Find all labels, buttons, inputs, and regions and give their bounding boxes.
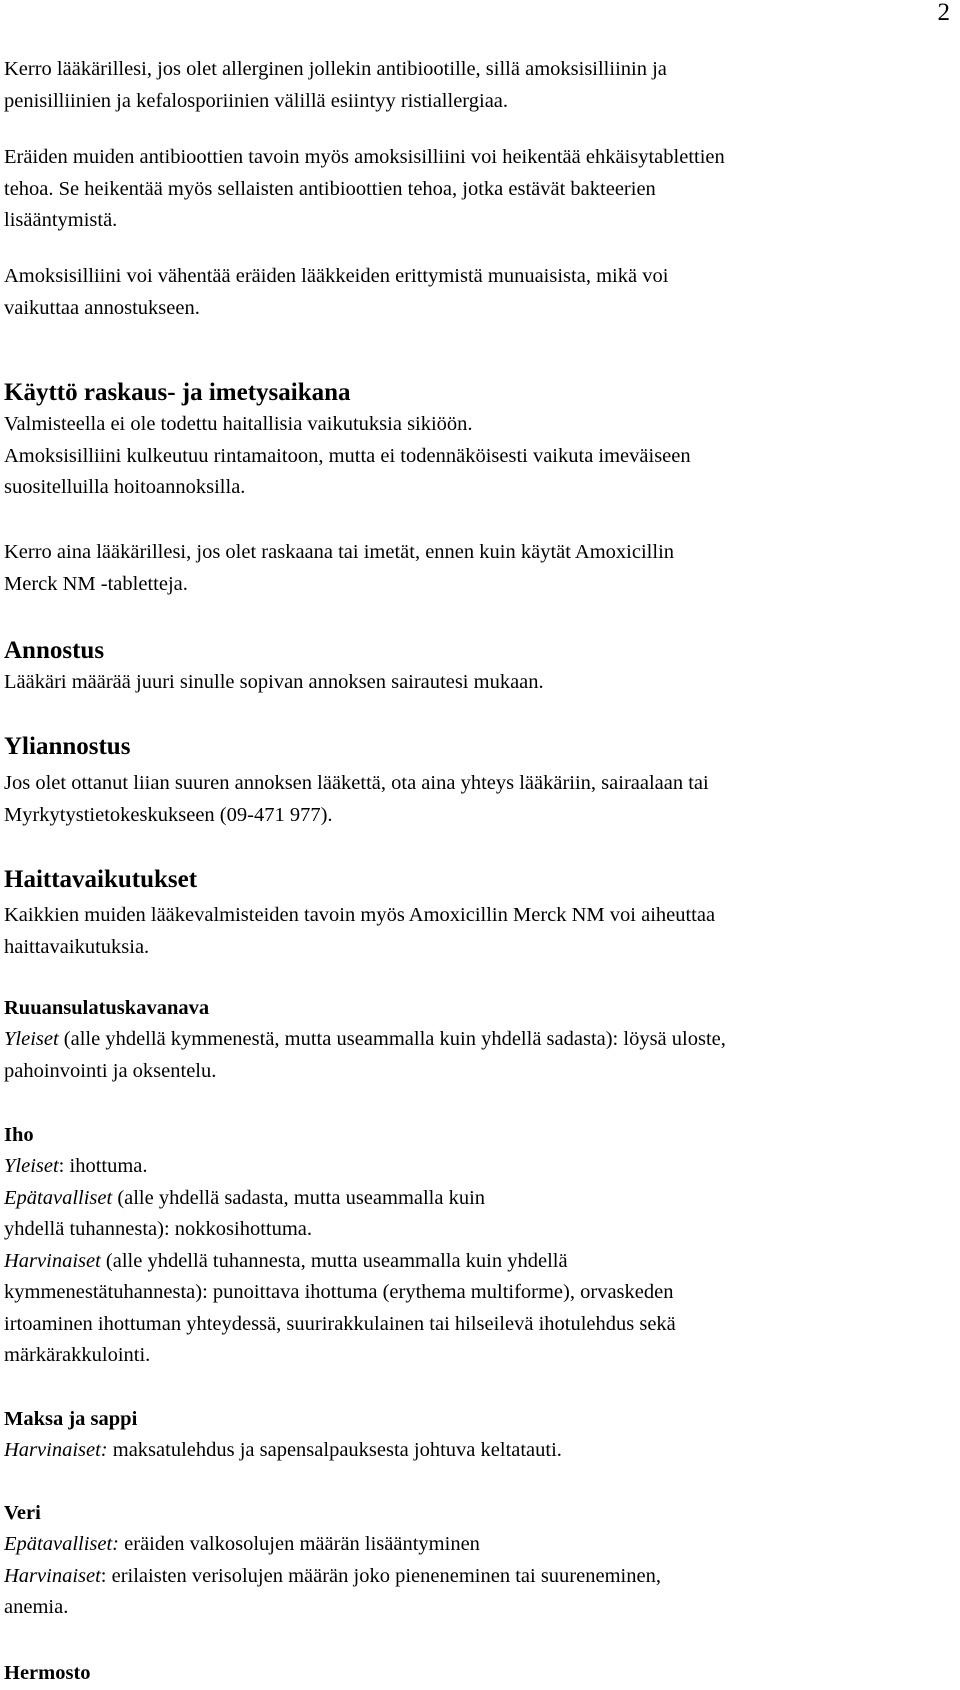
text-line: vaikuttaa annostukseen.	[4, 296, 200, 319]
overdose-heading: Yliannostus	[4, 733, 131, 760]
text-line: penisilliinien ja kefalosporiinien välillä esiintyy ristiallergiaa.	[4, 89, 509, 112]
frequency-label: Yleiset	[4, 1155, 59, 1177]
text-line: lisääntymistä.	[4, 209, 118, 231]
nervous-heading: Hermosto	[4, 1662, 91, 1684]
blood-heading: Veri	[4, 1502, 41, 1524]
text-fragment: eräiden valkosolujen määrän lisääntyminen	[119, 1533, 480, 1555]
skin-paragraph	[4, 1151, 954, 1372]
text-line: Kerro aina lääkärillesi, jos olet raskaana tai imetät, ennen kuin käytät Amoxicillin	[4, 541, 675, 563]
text-line: Merck NM -tabletteja.	[4, 572, 188, 595]
pregnancy-heading: Käyttö raskaus- ja imetysaikana	[4, 379, 351, 406]
text-line: pahoinvointi ja oksentelu.	[4, 1059, 217, 1082]
pregnancy-advice-paragraph	[4, 537, 954, 600]
digestive-paragraph	[4, 1024, 954, 1087]
dosage-heading: Annostus	[4, 637, 105, 664]
text-line: Valmisteella ei ole todettu haitallisia vaikutuksia sikiöön.	[4, 413, 473, 435]
text-line: märkärakkulointi.	[4, 1344, 151, 1366]
liver-heading: Maksa ja sappi	[4, 1408, 138, 1430]
overdose-paragraph	[4, 768, 954, 831]
text-line	[4, 1246, 954, 1278]
pregnancy-paragraph	[4, 409, 954, 504]
blood-paragraph	[4, 1529, 954, 1624]
text-line: Eräiden muiden antibioottien tavoin myös amoksisilliini voi heikentää ehkäisytablettien	[4, 146, 725, 168]
dosage-text: Lääkäri määrää juuri sinulle sopivan annoksen sairautesi mukaan.	[4, 671, 544, 693]
text-line: kymmenestätuhannesta): punoittava ihottuma (erythema multiforme), orvaskeden	[4, 1281, 674, 1303]
frequency-label: Epätavalliset	[4, 1186, 113, 1209]
text-fragment: (alle yhdellä kymmenestä, mutta useammalla kuin yhdellä sadasta): löysä uloste,	[58, 1028, 726, 1050]
allergy-paragraph	[4, 54, 954, 117]
text-line	[4, 1561, 954, 1593]
text-fragment: maksatulehdus ja sapensalpauksesta johtuva keltatauti.	[107, 1439, 562, 1461]
page-number: 2	[937, 0, 950, 26]
text-line	[4, 1024, 954, 1056]
text-line	[4, 1435, 954, 1467]
text-line: haittavaikutuksia.	[4, 935, 150, 958]
text-line: anemia.	[4, 1596, 69, 1618]
text-line: Amoksisilliini voi vähentää eräiden lääkkeiden erittymistä munuaisista, mikä voi	[4, 265, 669, 287]
text-fragment: (alle yhdellä tuhannesta, mutta useammalla kuin yhdellä	[100, 1249, 568, 1272]
text-fragment: (alle yhdellä sadasta, mutta useammalla kuin	[112, 1186, 486, 1209]
text-line	[4, 1529, 954, 1561]
frequency-label: Yleiset	[4, 1028, 59, 1050]
frequency-label: Harvinaiset	[4, 1249, 101, 1272]
text-line: Kaikkien muiden lääkevalmisteiden tavoin myös Amoxicillin Merck NM voi aiheuttaa	[4, 904, 716, 926]
text-line: Amoksisilliini kulkeutuu rintamaitoon, mutta ei todennäköisesti vaikuta imeväiseen	[4, 444, 691, 467]
side-effects-paragraph	[4, 900, 954, 963]
text-line: irtoaminen ihottuman yhteydessä, suurirakkulainen tai hilseilevä ihotulehdus sekä	[4, 1312, 676, 1335]
contraceptive-paragraph	[4, 142, 954, 237]
skin-heading: Iho	[4, 1124, 34, 1146]
kidney-paragraph	[4, 261, 954, 324]
liver-paragraph	[4, 1435, 954, 1467]
text-line: yhdellä tuhannesta): nokkosihottuma.	[4, 1218, 313, 1240]
text-line: Jos olet ottanut liian suuren annoksen lääkettä, ota aina yhteys lääkäriin, sairaalaan tai	[4, 772, 709, 794]
digestive-heading: Ruuansulatuskavanava	[4, 997, 210, 1019]
side-effects-heading: Haittavaikutukset	[4, 866, 198, 893]
text-fragment: : erilaisten verisolujen määrän joko pieneneminen tai suureneminen,	[100, 1564, 661, 1587]
text-line: Kerro lääkärillesi, jos olet allerginen jollekin antibiootille, sillä amoksisilliinin ja	[4, 58, 667, 80]
frequency-label: Harvinaiset:	[4, 1439, 108, 1461]
text-line	[4, 1183, 954, 1215]
text-line: Myrkytystietokeskukseen (09-471 977).	[4, 803, 333, 826]
text-fragment: : ihottuma.	[58, 1155, 148, 1177]
frequency-label: Harvinaiset	[4, 1564, 101, 1587]
text-line: suositelluilla hoitoannoksilla.	[4, 476, 246, 498]
text-line: tehoa. Se heikentää myös sellaisten antibioottien tehoa, jotka estävät bakteerien	[4, 177, 656, 200]
text-line	[4, 1151, 954, 1183]
frequency-label: Epätavalliset:	[4, 1533, 120, 1555]
